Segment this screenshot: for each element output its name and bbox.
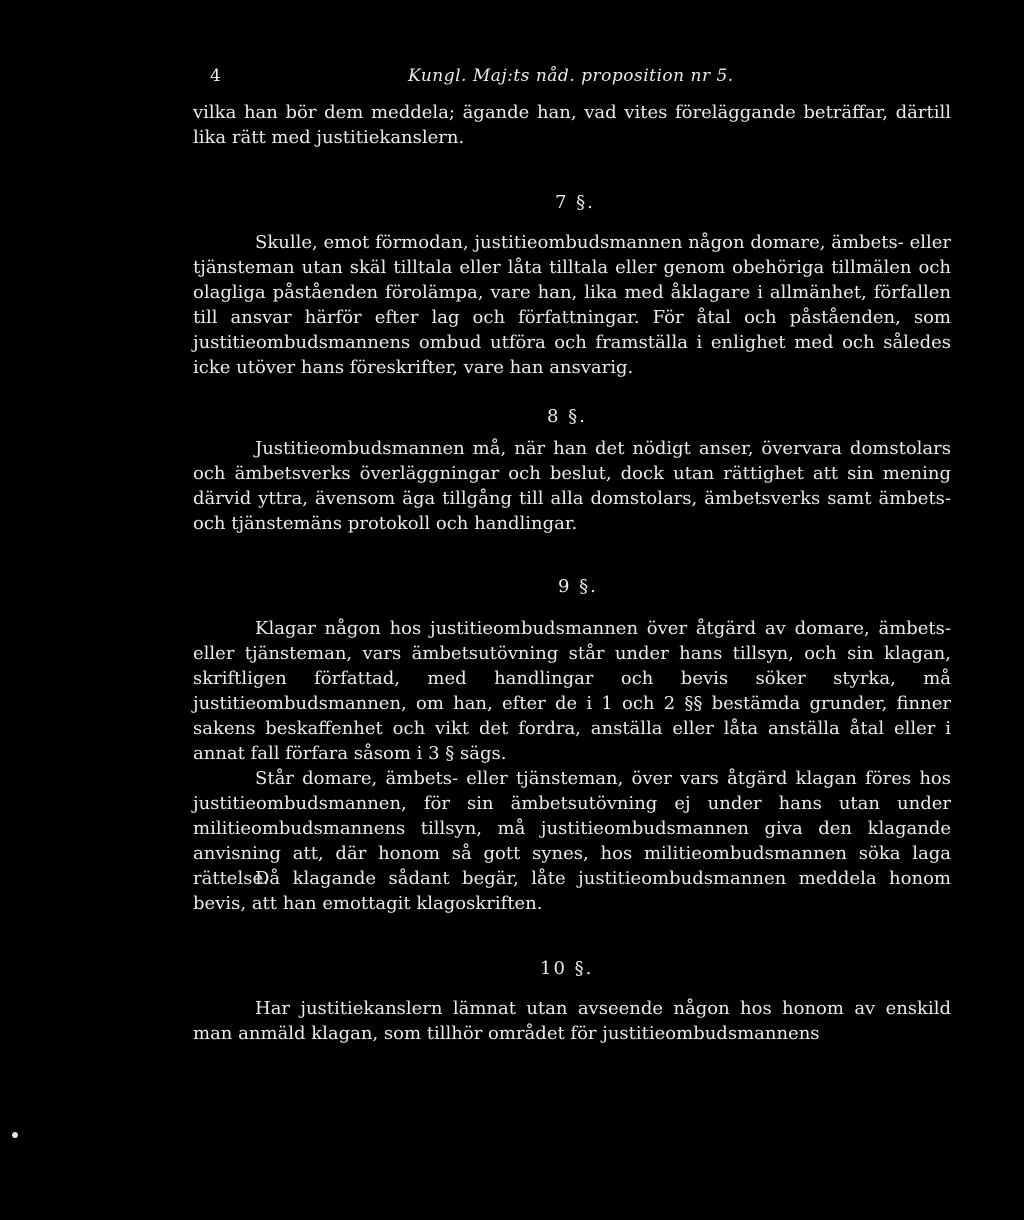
section-heading-10: 10 §. <box>540 958 594 979</box>
section-10-paragraph-1: Har justitiekanslern lämnat utan avseende någon hos honom av enskild man anmäld klagan, som tillhör området för justitieombudsmannens <box>193 998 951 1044</box>
section-9-paragraph-1: Klagar någon hos justitieombudsmannen över åtgärd av domare, ämbets- eller tjänsteman, vars ämbetsutövning står under hans tillsyn, och sin klagan, skriftligen författad, med handlingar och bevis söker styrka, må justitieombudsmannen, om han, efter de i 1 och 2 §§ bestämda grunder, finner sakens beskaffenhet och vikt det fordra, anställa eller låta anställa åtal eller i annat fall förfara såsom i 3 § sägs. <box>193 618 951 764</box>
section-9-paragraph-3: Då klagande sådant begär, låte justitieombudsmannen meddela honom bevis, att han emottagit klagoskriften. <box>193 868 951 914</box>
scan-speck <box>12 1132 18 1138</box>
page-header <box>210 64 960 88</box>
section-9-paragraph-2: Står domare, ämbets- eller tjänsteman, över vars åtgärd klagan föres hos justitieombudsmannen, för sin ämbetsutövning ej under hans utan under militieombudsmannens tillsyn, må justitieombudsmannen giva den klagande anvisning att, där honom så gott synes, hos militieombudsmannen söka laga rättelse. <box>193 768 951 889</box>
section-heading-9: 9 §. <box>558 576 598 597</box>
running-title: Kungl. Maj:ts nåd. proposition nr 5. <box>408 66 734 86</box>
section-7-paragraph-1: Skulle, emot förmodan, justitieombudsmannen någon domare, ämbets- eller tjänsteman utan skäl tilltala eller låta tilltala eller genom obehöriga tillmälen och olagliga påståenden förolämpa, vare han, lika med åklagare i allmänhet, förfallen till ansvar härför efter lag och författningar. För åtal och påståenden, som justitieombudsmannens ombud utföra och framställa i enlighet med och således icke utöver hans föreskrifter, vare han ansvarig. <box>193 232 951 378</box>
continuation-paragraph: vilka han bör dem meddela; ägande han, vad vites föreläggande beträffar, därtill lika rätt med justitiekanslern. <box>193 102 951 148</box>
section-heading-8: 8 §. <box>547 406 587 427</box>
section-heading-7: 7 §. <box>555 192 595 213</box>
page-number: 4 <box>210 66 221 86</box>
section-8-paragraph-1: Justitieombudsmannen må, när han det nödigt anser, övervara domstolars och ämbetsverks överläggningar och beslut, dock utan rättighet att sin mening därvid yttra, ävensom äga tillgång till alla domstolars, ämbetsverks samt ämbets- och tjänstemäns protokoll och handlingar. <box>193 438 951 534</box>
